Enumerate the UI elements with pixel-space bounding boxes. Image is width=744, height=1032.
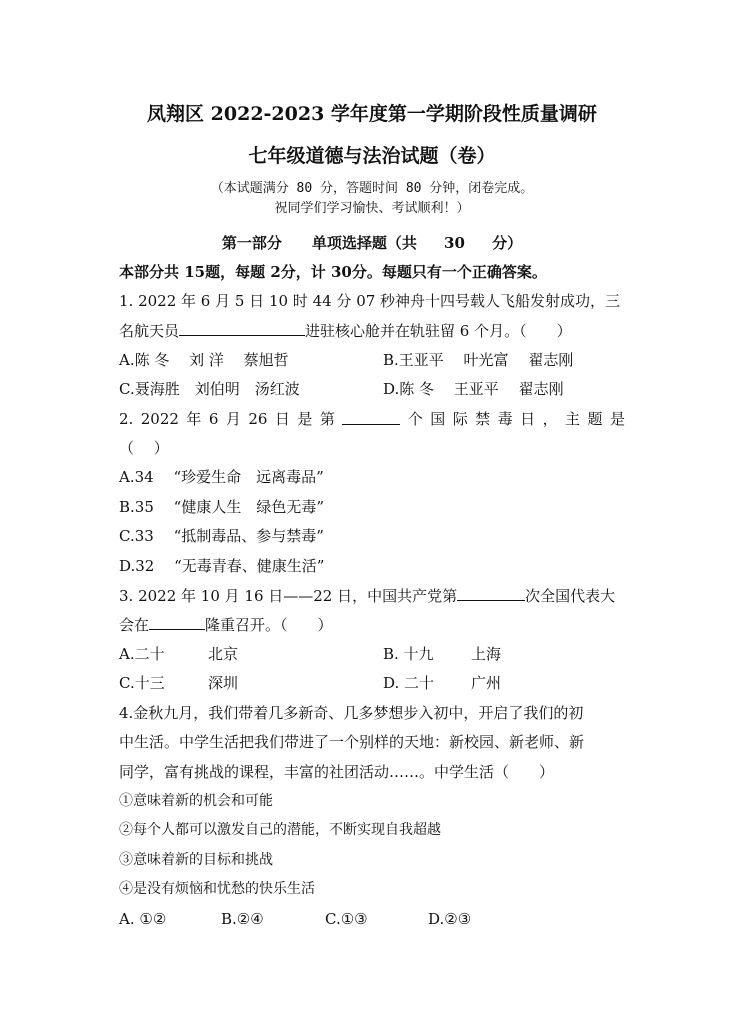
q2-word: 际: [452, 410, 468, 428]
q2-word: 是: [609, 410, 625, 428]
q1-stem-line-1: 1. 2022 年 6 月 5 日 10 时 44 分 07 秒神舟十四号载人飞船发射成功，三: [119, 292, 621, 310]
q4-stem-line-1: 4.金秋九月，我们带着几多新奇、几多梦想步入初中，开启了我们的初: [119, 704, 584, 722]
q3-stem-line-2-end: 隆重召开。（ ）: [205, 616, 333, 634]
q4-option-a: A. ①②: [119, 910, 167, 928]
q4-item-2: ②每个人都可以激发自己的潜能，不断实现自我超越: [119, 822, 441, 838]
part1-heading: 第一部分 单项选择题（共 30 分）: [221, 234, 523, 252]
q2-word: 2.: [119, 410, 134, 428]
part1-instruction: 本部分共 15题，每题 2分，计 30分。每题只有一个正确答案。: [119, 263, 547, 281]
q2-word: 禁: [475, 410, 491, 428]
q1-stem-line-2-end: 进驻核心舱并在轨驻留 6 个月。（ ）: [305, 322, 572, 340]
q2-word: 主: [565, 410, 581, 428]
q3-option-d-label: D. 二十: [383, 674, 435, 692]
q1-option-b: B.王亚平 叶光富 翟志刚: [383, 351, 574, 369]
q2-word: 26: [248, 410, 268, 428]
q2-word: 国: [430, 410, 446, 428]
q1-stem-line-2: [119, 320, 572, 341]
q3-stem-line-2-start: 会在: [119, 616, 150, 634]
q3-answer-blank-2: [149, 614, 205, 630]
q2-word: 日: [274, 410, 290, 428]
q3-stem-line-2: [119, 614, 333, 635]
q2-stem-line-2: （ ）: [119, 439, 169, 457]
q3-stem-line-1-end: 次全国代表大: [525, 587, 616, 605]
q2-word: 6: [208, 410, 219, 428]
q2-option-c: C.33 “抵制毒品、参与禁毒”: [119, 527, 324, 545]
q4-option-d: D.②③: [428, 910, 472, 928]
q2-option-a: A.34 “珍爱生命 远离毒品”: [119, 468, 324, 486]
exam-note-line-2: 祝同学们学习愉快、考试顺利！）: [274, 201, 470, 216]
q2-word: 毒: [497, 410, 513, 428]
q4-option-c: C.①③: [325, 910, 368, 928]
q1-option-a: A.陈 冬 刘 洋 蔡旭哲: [119, 351, 289, 369]
q2-word: 是: [297, 410, 313, 428]
q3-option-b-label: B. 十九: [383, 645, 434, 663]
q2-option-b: B.35 “健康人生 绿色无毒”: [119, 498, 324, 516]
q3-option-b-text: 上海: [471, 645, 502, 663]
q2-stem-line-1: [119, 409, 625, 429]
q3-option-a-text: 北京: [208, 645, 239, 663]
q2-word: 2022: [140, 410, 179, 428]
exam-note-line-1: （本试题满分 80 分，答题时间 80 分钟，闭卷完成。: [210, 181, 534, 196]
q1-answer-blank: [179, 320, 305, 336]
q2-answer-blank: [342, 409, 400, 425]
q2-word: 个: [407, 410, 423, 428]
q1-option-d: D.陈 冬 王亚平 翟志刚: [383, 380, 564, 398]
q4-item-1: ①意味着新的机会和可能: [119, 793, 273, 809]
exam-title: 凤翔区 2022-2023 学年度第一学期阶段性质量调研: [147, 103, 597, 125]
q3-answer-blank-1: [457, 585, 525, 601]
q1-stem-line-2-start: 名航天员: [119, 322, 180, 340]
q2-word: ，: [542, 410, 558, 428]
exam-subtitle: 七年级道德与法治试题（卷）: [248, 145, 496, 167]
q2-word: 年: [186, 410, 202, 428]
q4-item-4: ④是没有烦恼和忧愁的快乐生活: [119, 881, 315, 897]
q3-stem-line-1-start: 3. 2022 年 10 月 16 日——22 日，中国共产党第: [119, 587, 458, 605]
q2-word: 第: [319, 410, 335, 428]
q2-word: 月: [225, 410, 241, 428]
q2-word: 日: [520, 410, 536, 428]
q3-option-c-label: C.十三: [119, 674, 165, 692]
q1-option-c: C.聂海胜 刘伯明 汤红波: [119, 380, 300, 398]
q3-option-c-text: 深圳: [208, 674, 239, 692]
q3-option-a-label: A.二十: [119, 645, 165, 663]
q2-option-d: D.32 “无毒青春、健康生活”: [119, 557, 325, 575]
q4-option-b: B.②④: [221, 910, 264, 928]
q4-stem-line-3: 同学，富有挑战的课程，丰富的社团活动……。中学生活（ ）: [119, 763, 555, 781]
q4-item-3: ③意味着新的目标和挑战: [119, 852, 273, 868]
q3-option-d-text: 广州: [471, 674, 502, 692]
q3-stem-line-1: [119, 585, 615, 606]
q2-word: 题: [587, 410, 603, 428]
q4-stem-line-2: 中生活。中学生活把我们带进了一个别样的天地：新校园、新老师、新: [119, 733, 585, 751]
